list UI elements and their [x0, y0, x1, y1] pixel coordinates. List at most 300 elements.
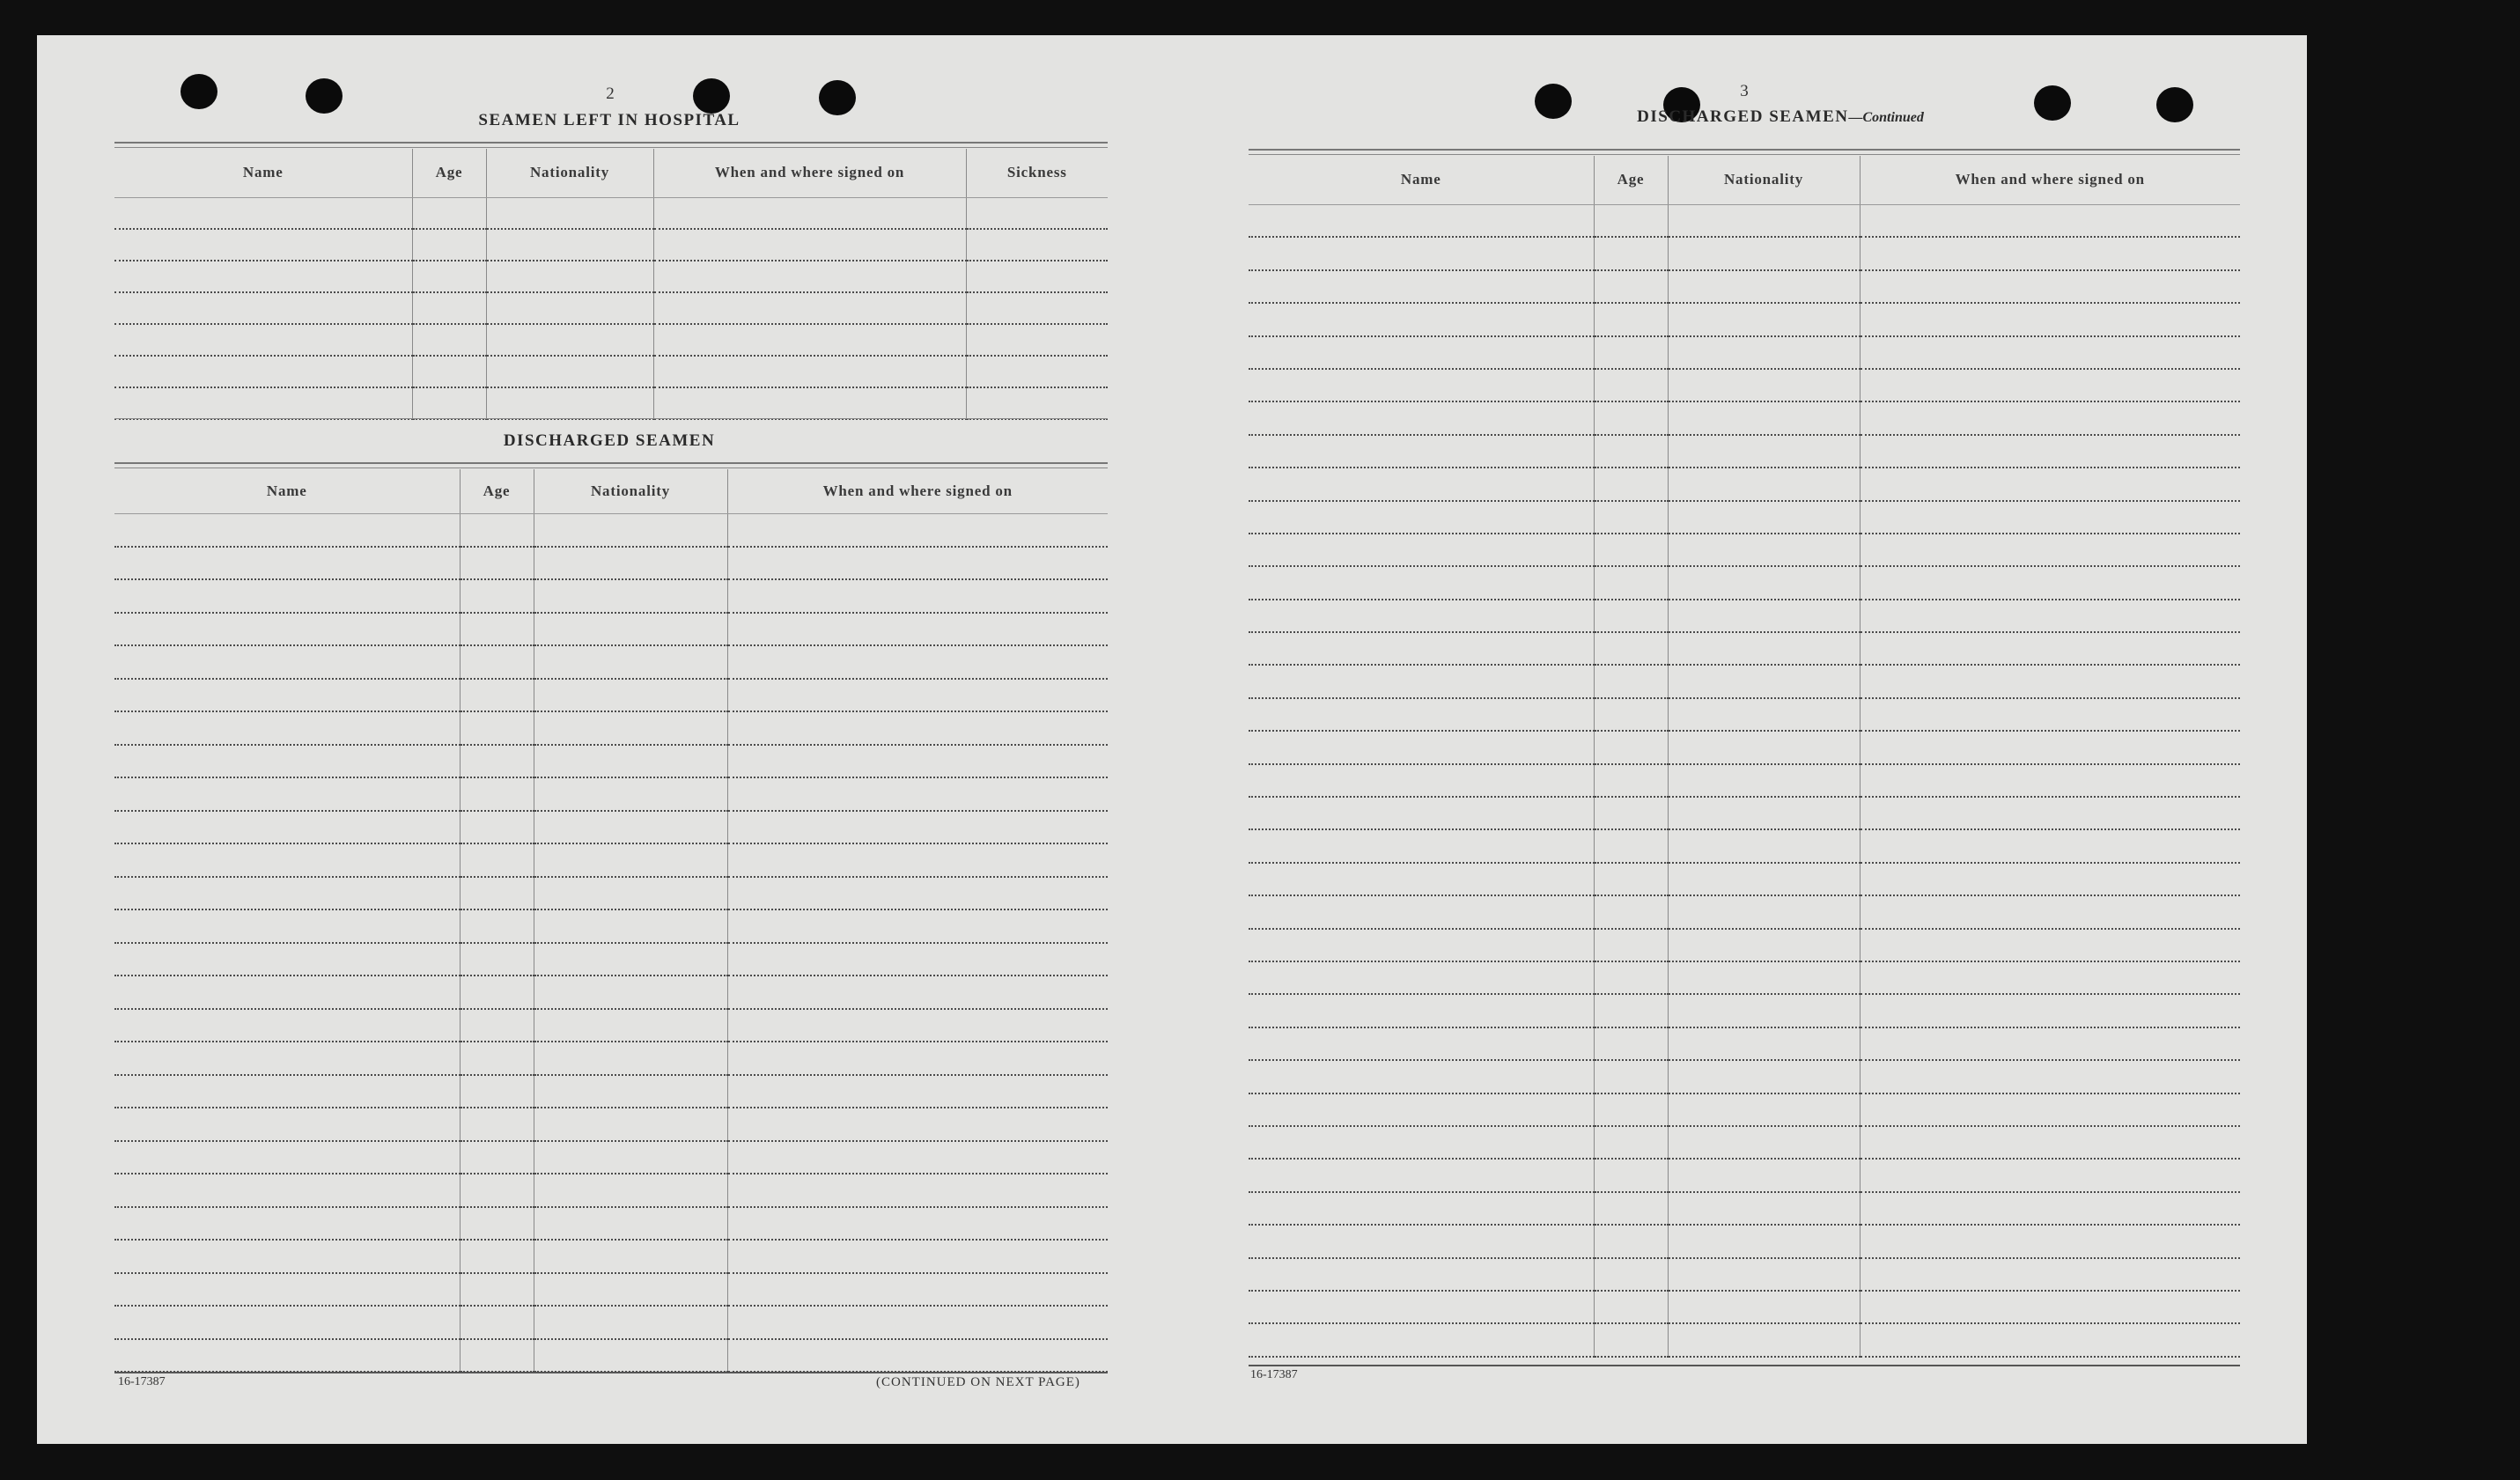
- entry-cell[interactable]: [1860, 534, 2240, 566]
- entry-cell[interactable]: [460, 645, 534, 679]
- entry-cell[interactable]: [460, 777, 534, 811]
- entry-cell[interactable]: [966, 197, 1108, 229]
- entry-cell[interactable]: [727, 811, 1108, 844]
- entry-cell[interactable]: [534, 1108, 727, 1141]
- entry-cell[interactable]: [1668, 764, 1860, 797]
- entry-cell[interactable]: [114, 261, 412, 292]
- entry-cell[interactable]: [1860, 1225, 2240, 1257]
- entry-cell[interactable]: [727, 1075, 1108, 1108]
- entry-cell[interactable]: [534, 1042, 727, 1075]
- entry-cell[interactable]: [1594, 468, 1668, 500]
- entry-cell[interactable]: [1249, 895, 1594, 928]
- entry-cell[interactable]: [114, 1108, 460, 1141]
- entry-cell[interactable]: [114, 513, 460, 547]
- entry-cell[interactable]: [1594, 600, 1668, 632]
- entry-cell[interactable]: [1249, 1126, 1594, 1159]
- entry-cell[interactable]: [727, 976, 1108, 1009]
- entry-cell[interactable]: [727, 1009, 1108, 1042]
- entry-cell[interactable]: [1668, 1192, 1860, 1225]
- entry-cell[interactable]: [1249, 731, 1594, 763]
- entry-cell[interactable]: [727, 645, 1108, 679]
- entry-cell[interactable]: [1594, 698, 1668, 731]
- entry-cell[interactable]: [1860, 863, 2240, 895]
- entry-cell[interactable]: [1249, 369, 1594, 401]
- entry-cell[interactable]: [1668, 632, 1860, 665]
- entry-cell[interactable]: [534, 1075, 727, 1108]
- entry-cell[interactable]: [966, 356, 1108, 387]
- entry-cell[interactable]: [114, 711, 460, 745]
- entry-cell[interactable]: [114, 909, 460, 943]
- entry-cell[interactable]: [1594, 566, 1668, 599]
- entry-cell[interactable]: [727, 513, 1108, 547]
- entry-cell[interactable]: [1860, 566, 2240, 599]
- entry-cell[interactable]: [460, 513, 534, 547]
- column-header: Age: [412, 149, 486, 197]
- entry-cell[interactable]: [1594, 534, 1668, 566]
- entry-cell[interactable]: [534, 1141, 727, 1174]
- entry-cell[interactable]: [1594, 1126, 1668, 1159]
- entry-cell[interactable]: [1594, 270, 1668, 303]
- discharged-section-title: DISCHARGED SEAMEN: [503, 431, 716, 450]
- entry-cell[interactable]: [727, 613, 1108, 646]
- entry-cell[interactable]: [114, 877, 460, 910]
- entry-cell[interactable]: [460, 1306, 534, 1339]
- entry-cell[interactable]: [727, 877, 1108, 910]
- entry-cell[interactable]: [1668, 829, 1860, 862]
- entry-cell[interactable]: [486, 387, 653, 419]
- entry-cell[interactable]: [1668, 534, 1860, 566]
- entry-cell[interactable]: [534, 1207, 727, 1241]
- entry-cell[interactable]: [1594, 401, 1668, 434]
- entry-cell[interactable]: [727, 909, 1108, 943]
- entry-cell[interactable]: [1249, 1225, 1594, 1257]
- table-row: [114, 1240, 1108, 1273]
- page-number: 2: [606, 85, 615, 103]
- entry-cell[interactable]: [1860, 1192, 2240, 1225]
- entry-cell[interactable]: [114, 229, 412, 261]
- entry-cell[interactable]: [114, 1339, 460, 1373]
- entry-cell[interactable]: [1249, 1027, 1594, 1060]
- entry-cell[interactable]: [1668, 1159, 1860, 1191]
- entry-cell[interactable]: [1594, 204, 1668, 237]
- entry-cell[interactable]: [727, 1240, 1108, 1273]
- entry-cell[interactable]: [1860, 204, 2240, 237]
- entry-cell[interactable]: [534, 1339, 727, 1373]
- entry-cell[interactable]: [727, 1306, 1108, 1339]
- entry-cell[interactable]: [1860, 270, 2240, 303]
- table-row: [1249, 468, 2240, 500]
- entry-cell[interactable]: [1594, 1060, 1668, 1093]
- entry-cell[interactable]: [653, 324, 966, 356]
- entry-cell[interactable]: [1860, 961, 2240, 994]
- entry-cell[interactable]: [727, 1174, 1108, 1207]
- entry-cell[interactable]: [114, 645, 460, 679]
- entry-cell[interactable]: [1249, 764, 1594, 797]
- entry-cell[interactable]: [1594, 829, 1668, 862]
- entry-cell[interactable]: [1860, 632, 2240, 665]
- entry-cell[interactable]: [114, 613, 460, 646]
- entry-cell[interactable]: [1594, 764, 1668, 797]
- entry-cell[interactable]: [1860, 1291, 2240, 1323]
- entry-cell[interactable]: [1668, 270, 1860, 303]
- entry-cell[interactable]: [1668, 797, 1860, 829]
- entry-cell[interactable]: [1668, 401, 1860, 434]
- entry-cell[interactable]: [1594, 336, 1668, 369]
- entry-cell[interactable]: [1860, 600, 2240, 632]
- entry-cell[interactable]: [1860, 1060, 2240, 1093]
- entry-cell[interactable]: [1594, 1225, 1668, 1257]
- entry-cell[interactable]: [653, 292, 966, 324]
- entry-cell[interactable]: [1249, 237, 1594, 269]
- table-row: [1249, 1093, 2240, 1126]
- entry-cell[interactable]: [1668, 1060, 1860, 1093]
- entry-cell[interactable]: [1249, 1323, 1594, 1356]
- entry-cell[interactable]: [1668, 895, 1860, 928]
- entry-cell[interactable]: [534, 1306, 727, 1339]
- entry-cell[interactable]: [727, 579, 1108, 613]
- entry-cell[interactable]: [114, 1075, 460, 1108]
- entry-cell[interactable]: [1594, 369, 1668, 401]
- entry-cell[interactable]: [1860, 895, 2240, 928]
- entry-cell[interactable]: [534, 811, 727, 844]
- entry-cell[interactable]: [534, 679, 727, 712]
- entry-cell[interactable]: [1860, 435, 2240, 468]
- entry-cell[interactable]: [460, 943, 534, 976]
- entry-cell[interactable]: [1860, 1323, 2240, 1356]
- entry-cell[interactable]: [534, 1009, 727, 1042]
- entry-cell[interactable]: [460, 976, 534, 1009]
- entry-cell[interactable]: [1860, 698, 2240, 731]
- continued-title-text: DISCHARGED SEAMEN: [1637, 107, 1849, 126]
- entry-cell[interactable]: [412, 229, 486, 261]
- entry-cell[interactable]: [1249, 698, 1594, 731]
- entry-cell[interactable]: [1249, 534, 1594, 566]
- entry-cell[interactable]: [534, 843, 727, 877]
- entry-cell[interactable]: [114, 547, 460, 580]
- table-row: [114, 356, 1108, 387]
- entry-cell[interactable]: [1860, 1159, 2240, 1191]
- entry-cell[interactable]: [653, 229, 966, 261]
- table-row: [1249, 1192, 2240, 1225]
- entry-cell[interactable]: [1668, 1093, 1860, 1126]
- entry-cell[interactable]: [1668, 1291, 1860, 1323]
- entry-cell[interactable]: [534, 909, 727, 943]
- entry-cell[interactable]: [1249, 468, 1594, 500]
- entry-cell[interactable]: [1860, 237, 2240, 269]
- entry-cell[interactable]: [1594, 1291, 1668, 1323]
- entry-cell[interactable]: [1668, 1126, 1860, 1159]
- entry-cell[interactable]: [1249, 336, 1594, 369]
- entry-cell[interactable]: [1594, 797, 1668, 829]
- entry-cell[interactable]: [460, 877, 534, 910]
- entry-cell[interactable]: [486, 197, 653, 229]
- entry-cell[interactable]: [1594, 501, 1668, 534]
- entry-cell[interactable]: [1860, 1258, 2240, 1291]
- entry-cell[interactable]: [1594, 665, 1668, 697]
- entry-cell[interactable]: [1249, 401, 1594, 434]
- entry-cell[interactable]: [460, 1042, 534, 1075]
- entry-cell[interactable]: [1860, 468, 2240, 500]
- entry-cell[interactable]: [1594, 237, 1668, 269]
- entry-cell[interactable]: [1249, 1060, 1594, 1093]
- entry-cell[interactable]: [114, 943, 460, 976]
- entry-cell[interactable]: [114, 777, 460, 811]
- entry-cell[interactable]: [1249, 632, 1594, 665]
- entry-cell[interactable]: [114, 1306, 460, 1339]
- table-row: [1249, 303, 2240, 335]
- entry-cell[interactable]: [966, 229, 1108, 261]
- entry-cell[interactable]: [114, 324, 412, 356]
- entry-cell[interactable]: [460, 1339, 534, 1373]
- entry-cell[interactable]: [1594, 632, 1668, 665]
- entry-cell[interactable]: [1668, 435, 1860, 468]
- entry-cell[interactable]: [727, 1108, 1108, 1141]
- entry-cell[interactable]: [460, 1075, 534, 1108]
- entry-cell[interactable]: [1860, 829, 2240, 862]
- entry-cell[interactable]: [1594, 435, 1668, 468]
- entry-cell[interactable]: [1860, 401, 2240, 434]
- entry-cell[interactable]: [1668, 204, 1860, 237]
- entry-cell[interactable]: [1594, 1192, 1668, 1225]
- entry-cell[interactable]: [1594, 303, 1668, 335]
- entry-cell[interactable]: [1594, 1093, 1668, 1126]
- entry-cell[interactable]: [653, 197, 966, 229]
- entry-cell[interactable]: [1249, 863, 1594, 895]
- entry-cell[interactable]: [1860, 336, 2240, 369]
- entry-cell[interactable]: [1668, 303, 1860, 335]
- entry-cell[interactable]: [1594, 961, 1668, 994]
- entry-cell[interactable]: [114, 1042, 460, 1075]
- entry-cell[interactable]: [727, 1273, 1108, 1307]
- entry-cell[interactable]: [966, 324, 1108, 356]
- table-row: [1249, 863, 2240, 895]
- entry-cell[interactable]: [1594, 1027, 1668, 1060]
- entry-cell[interactable]: [1249, 829, 1594, 862]
- entry-cell[interactable]: [460, 909, 534, 943]
- entry-cell[interactable]: [727, 1339, 1108, 1373]
- entry-cell[interactable]: [1594, 1258, 1668, 1291]
- entry-cell[interactable]: [727, 777, 1108, 811]
- entry-cell[interactable]: [727, 547, 1108, 580]
- entry-cell[interactable]: [1249, 1258, 1594, 1291]
- entry-cell[interactable]: [1860, 929, 2240, 961]
- table-row: [114, 324, 1108, 356]
- entry-cell[interactable]: [534, 1273, 727, 1307]
- entry-cell[interactable]: [534, 943, 727, 976]
- entry-cell[interactable]: [727, 943, 1108, 976]
- entry-cell[interactable]: [1594, 731, 1668, 763]
- entry-cell[interactable]: [727, 679, 1108, 712]
- entry-cell[interactable]: [460, 1207, 534, 1241]
- entry-cell[interactable]: [727, 1042, 1108, 1075]
- entry-cell[interactable]: [1249, 1291, 1594, 1323]
- entry-cell[interactable]: [114, 679, 460, 712]
- entry-cell[interactable]: [486, 292, 653, 324]
- entry-cell[interactable]: [114, 579, 460, 613]
- entry-cell[interactable]: [1668, 468, 1860, 500]
- entry-cell[interactable]: [653, 387, 966, 419]
- entry-cell[interactable]: [1668, 369, 1860, 401]
- entry-cell[interactable]: [460, 1009, 534, 1042]
- entry-cell[interactable]: [727, 843, 1108, 877]
- entry-cell[interactable]: [966, 292, 1108, 324]
- entry-cell[interactable]: [1860, 501, 2240, 534]
- entry-cell[interactable]: [534, 976, 727, 1009]
- entry-cell[interactable]: [1668, 1258, 1860, 1291]
- entry-cell[interactable]: [727, 711, 1108, 745]
- entry-cell[interactable]: [114, 1207, 460, 1241]
- entry-cell[interactable]: [460, 1108, 534, 1141]
- entry-cell[interactable]: [1668, 961, 1860, 994]
- entry-cell[interactable]: [1860, 665, 2240, 697]
- entry-cell[interactable]: [412, 197, 486, 229]
- entry-cell[interactable]: [1249, 270, 1594, 303]
- entry-cell[interactable]: [460, 711, 534, 745]
- entry-cell[interactable]: [1860, 731, 2240, 763]
- entry-cell[interactable]: [1860, 797, 2240, 829]
- entry-cell[interactable]: [727, 1207, 1108, 1241]
- entry-cell[interactable]: [1249, 994, 1594, 1027]
- right-bottom-rule: [1249, 1365, 2240, 1366]
- entry-cell[interactable]: [1594, 1159, 1668, 1191]
- table-row: [1249, 501, 2240, 534]
- entry-cell[interactable]: [1249, 929, 1594, 961]
- entry-cell[interactable]: [114, 843, 460, 877]
- entry-cell[interactable]: [1249, 1159, 1594, 1191]
- entry-cell[interactable]: [114, 387, 412, 419]
- table-row: [114, 547, 1108, 580]
- entry-cell[interactable]: [1860, 1027, 2240, 1060]
- entry-cell[interactable]: [1594, 929, 1668, 961]
- entry-cell[interactable]: [460, 1141, 534, 1174]
- entry-cell[interactable]: [114, 745, 460, 778]
- entry-cell[interactable]: [114, 356, 412, 387]
- entry-cell[interactable]: [1594, 1323, 1668, 1356]
- entry-cell[interactable]: [1668, 863, 1860, 895]
- entry-cell[interactable]: [1860, 369, 2240, 401]
- column-header: Age: [460, 469, 534, 513]
- entry-cell[interactable]: [460, 547, 534, 580]
- entry-cell[interactable]: [486, 324, 653, 356]
- entry-cell[interactable]: [1860, 994, 2240, 1027]
- entry-cell[interactable]: [1668, 1323, 1860, 1356]
- entry-cell[interactable]: [534, 711, 727, 745]
- entry-cell[interactable]: [1668, 237, 1860, 269]
- entry-cell[interactable]: [534, 1240, 727, 1273]
- entry-cell[interactable]: [727, 745, 1108, 778]
- entry-cell[interactable]: [1249, 797, 1594, 829]
- entry-cell[interactable]: [460, 811, 534, 844]
- entry-cell[interactable]: [460, 579, 534, 613]
- entry-cell[interactable]: [114, 197, 412, 229]
- entry-cell[interactable]: [534, 877, 727, 910]
- entry-cell[interactable]: [727, 1141, 1108, 1174]
- entry-cell[interactable]: [460, 1240, 534, 1273]
- column-header: Sickness: [966, 149, 1108, 197]
- entry-cell[interactable]: [1668, 1225, 1860, 1257]
- entry-cell[interactable]: [1249, 1192, 1594, 1225]
- entry-cell[interactable]: [1594, 994, 1668, 1027]
- entry-cell[interactable]: [1668, 600, 1860, 632]
- entry-cell[interactable]: [534, 645, 727, 679]
- entry-cell[interactable]: [1249, 435, 1594, 468]
- entry-cell[interactable]: [1249, 303, 1594, 335]
- table-row: [114, 1009, 1108, 1042]
- entry-cell[interactable]: [1249, 566, 1594, 599]
- entry-cell[interactable]: [1668, 665, 1860, 697]
- entry-cell[interactable]: [966, 261, 1108, 292]
- entry-cell[interactable]: [534, 579, 727, 613]
- entry-cell[interactable]: [966, 387, 1108, 419]
- entry-cell[interactable]: [1668, 336, 1860, 369]
- entry-cell[interactable]: [460, 745, 534, 778]
- entry-cell[interactable]: [1668, 566, 1860, 599]
- entry-cell[interactable]: [114, 1009, 460, 1042]
- entry-cell[interactable]: [114, 1141, 460, 1174]
- entry-cell[interactable]: [653, 356, 966, 387]
- table-row: [1249, 401, 2240, 434]
- entry-cell[interactable]: [534, 1174, 727, 1207]
- entry-cell[interactable]: [114, 1174, 460, 1207]
- entry-cell[interactable]: [534, 745, 727, 778]
- entry-cell[interactable]: [486, 356, 653, 387]
- entry-cell[interactable]: [1668, 698, 1860, 731]
- entry-cell[interactable]: [1249, 961, 1594, 994]
- entry-cell[interactable]: [114, 976, 460, 1009]
- entry-cell[interactable]: [653, 261, 966, 292]
- entry-cell[interactable]: [534, 547, 727, 580]
- entry-cell[interactable]: [1668, 501, 1860, 534]
- entry-cell[interactable]: [460, 679, 534, 712]
- entry-cell[interactable]: [534, 613, 727, 646]
- entry-cell[interactable]: [114, 1273, 460, 1307]
- entry-cell[interactable]: [114, 292, 412, 324]
- entry-cell[interactable]: [1249, 204, 1594, 237]
- table-row: [114, 777, 1108, 811]
- entry-cell[interactable]: [412, 356, 486, 387]
- entry-cell[interactable]: [1860, 764, 2240, 797]
- entry-cell[interactable]: [114, 1240, 460, 1273]
- entry-cell[interactable]: [460, 843, 534, 877]
- entry-cell[interactable]: [486, 261, 653, 292]
- entry-cell[interactable]: [1668, 1027, 1860, 1060]
- entry-cell[interactable]: [412, 324, 486, 356]
- entry-cell[interactable]: [1249, 665, 1594, 697]
- entry-cell[interactable]: [1668, 994, 1860, 1027]
- entry-cell[interactable]: [1249, 501, 1594, 534]
- entry-cell[interactable]: [1594, 895, 1668, 928]
- entry-cell[interactable]: [460, 1174, 534, 1207]
- entry-cell[interactable]: [460, 1273, 534, 1307]
- entry-cell[interactable]: [114, 811, 460, 844]
- entry-cell[interactable]: [1860, 1126, 2240, 1159]
- entry-cell[interactable]: [1860, 1093, 2240, 1126]
- entry-cell[interactable]: [534, 777, 727, 811]
- entry-cell[interactable]: [1668, 731, 1860, 763]
- entry-cell[interactable]: [534, 513, 727, 547]
- entry-cell[interactable]: [1594, 863, 1668, 895]
- continued-section-title: [1534, 107, 2027, 127]
- entry-cell[interactable]: [486, 229, 653, 261]
- entry-cell[interactable]: [1249, 600, 1594, 632]
- entry-cell[interactable]: [1860, 303, 2240, 335]
- entry-cell[interactable]: [412, 292, 486, 324]
- entry-cell[interactable]: [412, 387, 486, 419]
- entry-cell[interactable]: [460, 613, 534, 646]
- entry-cell[interactable]: [412, 261, 486, 292]
- entry-cell[interactable]: [1249, 1093, 1594, 1126]
- entry-cell[interactable]: [1668, 929, 1860, 961]
